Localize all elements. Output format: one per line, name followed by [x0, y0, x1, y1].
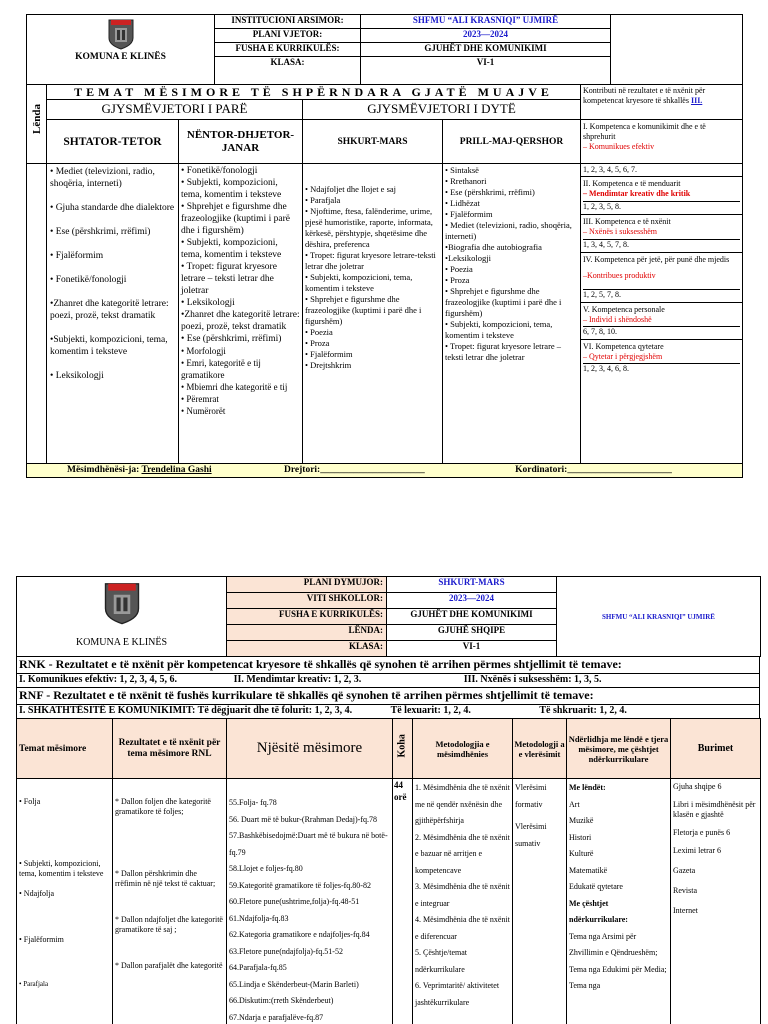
period-header: PRILL-MAJ-QERSHOR [443, 120, 581, 164]
outcome-item: * Dallon foljen dhe kategoritë gramatikore të foljes; [115, 797, 211, 816]
municipality-name: KOMUNA E KLINËS [75, 637, 168, 648]
topic-item: • Fjalëformim [445, 209, 493, 219]
competency-head: IV. Kompetenca për jetë, për punë dhe mjedis [583, 255, 730, 264]
assessment-item: Vlerësimi sumativ [515, 822, 547, 848]
method-item: 1. Mësimdhënia dhe të nxënit me në qendër nxënësin dhe gjithëpërfshirja [415, 783, 510, 825]
competency-sub: – Komunikues efektiv [583, 142, 655, 151]
annual-plan-header [26, 14, 743, 85]
topic-item: • Proza [445, 275, 470, 285]
topic-item: • Tropet: figurat kryesore letrare-teksti letrar dhe joletrar [305, 250, 436, 271]
municipality-logo [17, 581, 226, 625]
time-hours: 44 [394, 780, 403, 790]
header-label: PLANI VJETOR: [215, 29, 361, 43]
topic-item: • Përemrat [181, 394, 219, 404]
municipality-name: KOMUNA E KLINËS [75, 52, 166, 62]
methods-cell [413, 779, 513, 1024]
topic-item: • Leksikologji [50, 371, 104, 381]
header-value: VI-1 [387, 641, 557, 657]
method-item: 4. Mësimdhënia dhe të nxënit e diferencuar [415, 915, 510, 941]
unit-item: 65.Lindja e Skënderbeut-(Marin Barleti) [229, 979, 359, 989]
topic-item: • Numërorët [181, 406, 226, 416]
outcome-item: * Dallon përshkrimin dhe rrëfimin në një tekst të caktuar; [115, 869, 216, 888]
competency-1-nums: 1, 2, 3, 4, 5, 6, 7. [581, 164, 742, 177]
competency-list [581, 164, 743, 464]
links-cell [567, 779, 671, 1024]
topic-item: • Parafjala [19, 980, 49, 988]
competency-nums: 1, 2, 3, 4, 6, 8. [583, 363, 740, 374]
rnk-item: II. Mendimtar kreativ: 1, 2, 3. [233, 674, 362, 685]
source-item: Gazeta [673, 866, 696, 875]
col-header: Temat mësimore [17, 719, 113, 779]
unit-item: 60.Fletore pune(ushtrime,folja)-fq.48-51 [229, 897, 360, 906]
topic-item: • Subjekti, kompozicioni, tema, komentim i teksteve [445, 319, 553, 340]
links-subjects-heading: Me lëndët: [569, 783, 606, 792]
unit-item: 67.Ndarja e parafjalëve-fq.87 [229, 1012, 324, 1022]
competency-nums: 1, 2, 3, 5, 8. [583, 201, 740, 212]
municipality-cell [17, 577, 227, 657]
outcome-item: * Dallon ndajfoljet dhe kategoritë gramatikore të saj ; [115, 915, 223, 934]
time-cell [393, 779, 413, 1024]
link-subject: Edukatë qytetare [569, 882, 623, 891]
municipality-logo [27, 18, 214, 50]
topic-item: • Fjalëformim [50, 251, 104, 261]
header-value: 2023—2024 [387, 593, 557, 609]
topic-item: • Fonetikë/fonologji [50, 275, 127, 285]
topic-item: • Ndajfoljet dhe llojet e saj [305, 184, 397, 194]
teacher-name: Trendelina Gashi [141, 465, 212, 475]
unit-item: 64.Parafjala-fq.85 [229, 963, 287, 972]
col-header-time [393, 719, 413, 779]
competency-2 [581, 177, 742, 215]
col-header: Metodologji a e vlerësimit [513, 719, 567, 779]
header-value: GJUHË SHQIPE [387, 625, 557, 641]
topic-item: • Parafjala [305, 195, 341, 205]
topic-item: •Subjekti, kompozicioni, tema, komentim i teksteve [50, 335, 168, 357]
topic-item: • Ese (përshkrimi, rrëfimi) [181, 334, 282, 344]
competency-head: III. Kompetenca e të nxënit [583, 217, 671, 226]
subject-blank [27, 164, 47, 464]
bimonthly-plan-page [0, 576, 768, 1024]
competency-1 [581, 120, 743, 164]
topic-item: • Ndajfolja [19, 889, 55, 898]
competency-6 [581, 340, 742, 376]
contribution-header-text: Kontributi në rezultatet e të nxënit për kompetencat kryesore të shkallës [583, 86, 706, 105]
topic-item: • Tropet: figurat kryesore letrare – teksti letrar dhe joletrar [445, 341, 562, 362]
topic-item: • Poezia [445, 264, 473, 274]
topic-item: • Fonetikë/fonologji [181, 166, 258, 176]
municipality-cell [27, 15, 215, 85]
rnk-title: RNK - Rezultatet e të nxënit për kompetencat kryesore të shkallës që synohen të arrihen përmes shtjellimit të temave: [17, 657, 760, 674]
unit-item: 62.Kategoria gramatikore e ndajfoljes-fq.84 [229, 930, 370, 939]
unit-item: 66.Diskutim:(rreth Skënderbeut) [229, 996, 334, 1005]
header-value: VI-1 [361, 57, 611, 85]
topic-item: • Mediet (televizioni, radio, shoqëria, interneti) [50, 167, 155, 189]
topic-item: • Ese (përshkrimi, rrëfimi) [50, 227, 151, 237]
units-cell [227, 779, 393, 1024]
link-issue: Tema nga Edukimi për Media; [569, 964, 667, 974]
competency-nums: 1, 2, 5, 7, 8. [583, 289, 740, 300]
rnk-items [17, 674, 760, 688]
topic-item: • Sintaksë [445, 165, 479, 175]
topic-item: •Zhanret dhe kategoritë letrare: poezi, prozë, tekst dramatik [181, 310, 300, 332]
link-subject: Art [569, 799, 580, 809]
banner: TEMAT MËSIMORE TË SHPËRNDARA GJATË MUAJVE [47, 85, 581, 100]
link-subject: Kulturë [569, 849, 594, 858]
unit-item: 56. Duart më të bukur-(Rrahman Dedaj)-fq.78 [229, 814, 378, 824]
links-issues-heading: Me çështjet ndërkurrikulare: [569, 898, 628, 924]
annual-plan-page [0, 14, 768, 474]
competency-head: II. Kompetenca e të menduarit [583, 179, 681, 188]
col-nentor-dhjetor-janar [179, 164, 303, 464]
bimonthly-header [16, 576, 761, 657]
method-item: 3. Mësimdhënia dhe të nxënit e integruar [415, 882, 510, 908]
unit-item: 63.Fletore pune(ndajfolja)-fq.51-52 [229, 946, 343, 956]
topic-item: • Leksikologji [181, 298, 235, 308]
header-value: SHKURT-MARS [387, 577, 557, 593]
col-prill-maj-qershor [443, 164, 581, 464]
link-issue: Tema nga [569, 981, 601, 990]
rnf-item: Të lexuarit: 1, 2, 4. [390, 705, 471, 716]
header-label: INSTITUCIONI ARSIMOR: [215, 15, 361, 29]
unit-item: 55.Folja- fq.78 [229, 798, 277, 807]
competency-sub: – Qytetar i përgjegjshëm [583, 352, 663, 361]
subject-label: Lënda [31, 104, 43, 134]
signature-footer [27, 464, 743, 478]
competency-sub: – Individ i shëndoshë [583, 315, 652, 324]
topic-item: • Emri, kategoritë e tij gramatikore [181, 358, 261, 380]
topic-item: •Leksikologji [445, 253, 491, 263]
competency-4 [581, 253, 742, 303]
competency-3 [581, 215, 742, 253]
rnk-item: I. Komunikues efektiv: 1, 2, 3, 4, 5, 6. [19, 674, 178, 685]
header-value: 2023—2024 [361, 29, 611, 43]
competency-head: VI. Kompetenca qytetare [583, 342, 664, 351]
teacher-label: Mësimdhënësi-ja: [67, 465, 142, 475]
method-item: 5. Çështje/temat ndërkurrikulare [415, 948, 467, 974]
outcomes-cell [113, 779, 227, 1024]
topic-item: • Tropet: figurat kryesore letrare – teksti letrar dhe joletrar [181, 262, 277, 296]
subject-label-cell [27, 85, 47, 164]
rnf-item: Të shkruarit: 1, 2, 4. [539, 705, 627, 716]
topic-item: • Shprehjet e figurshme dhe frazeologjike (kuptimi i parë dhe i figurshëm) [181, 202, 290, 236]
time-unit: orë [394, 792, 407, 802]
topic-item: • Gjuha standarde dhe dialektore [50, 203, 175, 213]
link-subject: Muzikë [569, 816, 594, 825]
competency-sub: –Kontribues produktiv [583, 271, 656, 280]
header-label: PLANI DYMUJOR: [227, 577, 387, 593]
period-header: SHKURT-MARS [303, 120, 443, 164]
link-issue: Tema nga Arsimi për Zhvillimin e Qëndrueshëm; [569, 931, 658, 957]
col-header: Njësitë mësimore [227, 719, 393, 779]
assessment-cell [513, 779, 567, 1024]
topic-item: • Subjekti, kompozicioni, tema, komentim i teksteve [305, 272, 413, 293]
topics-cell [17, 779, 113, 1024]
school-name: SHFMU “ALI KRASNIQI” UJMIRË [557, 577, 761, 657]
outcome-item: * Dallon parafjalët dhe kategoritë [115, 961, 223, 970]
header-label: FUSHA E KURRIKULËS: [215, 43, 361, 57]
method-item: 6. Veprimtaritë/ aktivitetet jashtëkurrikulare [415, 981, 500, 1007]
coordinator-line: Kordinatori:______________________ [515, 465, 672, 475]
topic-item: • Subjekti, kompozicioni, tema, komentim i teksteve [181, 178, 282, 200]
period-header: SHTATOR-TETOR [47, 120, 179, 164]
unit-item: 58.Llojet e foljes-fq.80 [229, 864, 303, 873]
header-value: GJUHËT DHE KOMUNIKIMI [361, 43, 611, 57]
topic-item: • Fjalëformim [19, 935, 64, 944]
rnk-item: III. Nxënës i suksesshëm: 1, 3, 5. [463, 674, 602, 685]
rnf-item: I. SHKATHTËSITË E KOMUNIKIMIT: Të dëgjuarit dhe të folurit: 1, 2, 3, 4. [19, 705, 353, 716]
header-value: SHFMU “ALI KRASNIQI” UJMIRË [361, 15, 611, 29]
topic-item: • Drejtshkrim [305, 360, 352, 370]
col-header: Rezultatet e të nxënit për tema mësimore RNL [113, 719, 227, 779]
header-value: GJUHËT DHE KOMUNIKIMI [387, 609, 557, 625]
topic-item: • Folja [19, 797, 41, 806]
rnf-title: RNF - Rezultatet e të nxënit të fushës kurrikulare të shkallës që synohen të arrihen përmes shtjellimit të temave: [17, 688, 760, 705]
topic-item: • Fjalëformim [305, 349, 353, 359]
header-blank [611, 15, 743, 85]
sources-cell [671, 779, 761, 1024]
header-label: FUSHA E KURRIKULËS: [227, 609, 387, 625]
semester-1-title: GJYSMËVJETORI I PARË [47, 100, 303, 120]
header-label: KLASA: [215, 57, 361, 85]
col-shtator-tetor [47, 164, 179, 464]
header-label: KLASA: [227, 641, 387, 657]
source-item: Revista [673, 886, 697, 895]
source-item: Leximi letrar 6 [673, 846, 721, 855]
units-table [16, 718, 761, 1024]
topic-item: • Rrethanori [445, 176, 487, 186]
link-subject: Matematikë [569, 865, 608, 875]
topic-item: • Ese (përshkrimi, rrëfimi) [445, 187, 535, 197]
source-item: Gjuha shqipe 6 [673, 782, 722, 791]
header-label: VITI SHKOLLOR: [227, 593, 387, 609]
semester-2-title: GJYSMËVJETORI I DYTË [303, 100, 581, 120]
topic-item: • Subjekti, kompozicioni, tema, komentim i teksteve [181, 238, 282, 260]
topic-item: • Poezia [305, 327, 333, 337]
col-header: Ndërlidhja me lëndë e tjera mësimore, me çështjet ndërkurrikulare [567, 719, 671, 779]
col-header: Burimet [671, 719, 761, 779]
source-item: Internet [673, 906, 698, 915]
competency-head: V. Kompetenca personale [583, 305, 665, 314]
source-item: Libri i mësimdhënësit për klasën e gjashtë [673, 800, 756, 819]
col-header: Metodologjia e mësimdhënies [413, 719, 513, 779]
method-item: 2. Mësimdhënia dhe të nxënit e bazuar në arritjen e kompetencave [415, 832, 510, 875]
competency-nums: 1, 3, 4, 5, 7, 8. [583, 239, 740, 250]
contribution-level: III. [690, 96, 703, 105]
director-line: Drejtori:______________________ [284, 465, 425, 475]
topic-item: • Shprehjet e figurshme dhe frazeologjike (kuptimi i parë dhe i figurshëm) [305, 294, 422, 326]
rnf-items [17, 705, 760, 719]
period-header: NËNTOR-DHJETOR-JANAR [179, 120, 303, 164]
topics-table [26, 84, 743, 478]
col-header: Koha [396, 734, 408, 758]
topic-item: • Proza [305, 338, 330, 348]
source-item: Fletorja e punës 6 [673, 828, 731, 837]
topic-item: •Biografia dhe autobiografia [445, 242, 542, 252]
outcomes-table [16, 656, 760, 719]
competency-sub: – Mendimtar kreativ dhe kritik [583, 189, 691, 198]
topic-item: •Zhanret dhe kategoritë letrare: poezi, prozë, tekst dramatik [50, 299, 169, 321]
contribution-header [581, 85, 743, 120]
header-label: LËNDA: [227, 625, 387, 641]
competency-head: I. Kompetenca e komunikimit dhe e të shprehurit [583, 122, 706, 141]
topic-item: • Morfologji [181, 346, 226, 356]
topic-item: • Subjekti, kompozicioni, tema, komentim i teksteve [19, 859, 104, 878]
link-subject: Histori [569, 832, 592, 842]
topic-item: • Lidhëzat [445, 198, 480, 208]
topic-item: • Mbiemri dhe kategoritë e tij [181, 382, 288, 392]
competency-sub: – Nxënës i suksesshëm [583, 227, 657, 236]
competency-nums: 6, 7, 8, 10. [583, 326, 740, 337]
topic-item: • Shprehjet e figurshme dhe frazeologjike (kuptimi i parë dhe i figurshëm) [445, 286, 562, 318]
unit-item: 57.Bashkëbisedojmë:Duart më të bukura në botë-fq.79 [229, 831, 388, 857]
topic-item: • Mediet (televizioni, radio, shoqëria, interneti) [445, 220, 572, 241]
unit-item: 61.Ndajfolja-fq.83 [229, 913, 289, 923]
unit-item: 59.Kategoritë gramatikore të foljes-fq.80-82 [229, 880, 371, 890]
col-shkurt-mars [303, 164, 443, 464]
topic-item: • Njoftime, ftesa, falënderime, urime, pjesë humoristike, raporte, informata, kërkesë, përshtypje, shqetësime dhe dëshira, preferenca [305, 206, 433, 249]
competency-5 [581, 303, 742, 340]
assessment-item: Vlerësimi formativ [515, 783, 547, 809]
